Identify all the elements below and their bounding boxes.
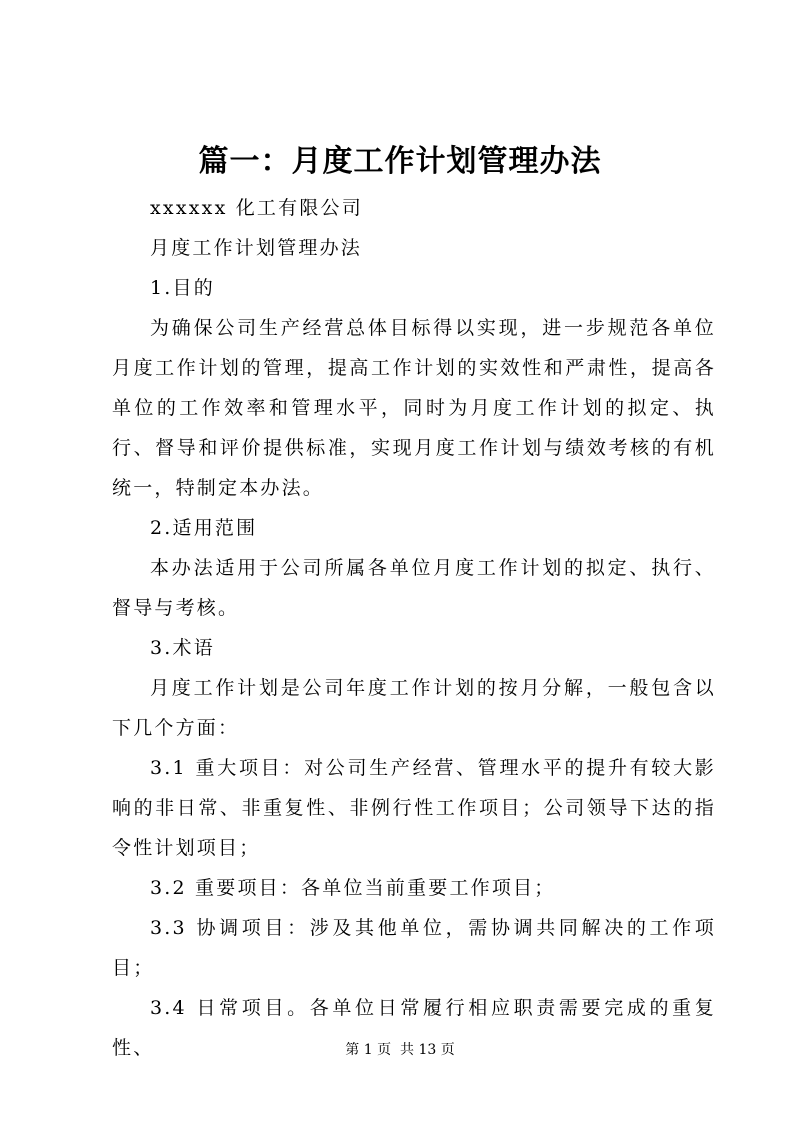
section-heading-terms: 3.术语 xyxy=(150,637,215,659)
company-name-line: xxxxxx 化工有限公司 xyxy=(150,197,363,219)
list-item-important-projects: 3.2 重要项目：各单位当前重要工作项目； xyxy=(150,877,556,899)
page-footer xyxy=(0,1040,800,1060)
paragraph-scope: 本办法适用于公司所属各单位月度工作计划的拟定、执行、督导与考核。 xyxy=(112,557,716,619)
list-item-major-projects: 3.1 重大项目：对公司生产经营、管理水平的提升有较大影响的非日常、非重复性、非例行性工作项目；公司领导下达的指令性计划项目； xyxy=(112,757,716,859)
section-heading-scope: 2.适用范围 xyxy=(150,517,258,539)
page-number-label: 第 1 页 共 13 页 xyxy=(345,1042,455,1058)
document-body xyxy=(112,188,716,1068)
paragraph-purpose: 为确保公司生产经营总体目标得以实现，进一步规范各单位月度工作计划的管理，提高工作计划的实效性和严肃性，提高各单位的工作效率和管理水平，同时为月度工作计划的拟定、执行、督导和评价提供标准，实现月度工作计划与绩效考核的有机统一，特制定本办法。 xyxy=(112,317,716,499)
subtitle-line: 月度工作计划管理办法 xyxy=(150,237,363,259)
section-heading-purpose: 1.目的 xyxy=(150,277,215,299)
list-item-coordination-projects: 3.3 协调项目：涉及其他单位，需协调共同解决的工作项目； xyxy=(112,917,716,979)
document-title: 篇一：月度工作计划管理办法 xyxy=(198,144,602,179)
paragraph-terms-intro: 月度工作计划是公司年度工作计划的按月分解，一般包含以下几个方面： xyxy=(112,677,716,739)
list-item-routine-projects: 3.4 日常项目。各单位日常履行相应职责需要完成的重复性、 xyxy=(112,997,716,1059)
